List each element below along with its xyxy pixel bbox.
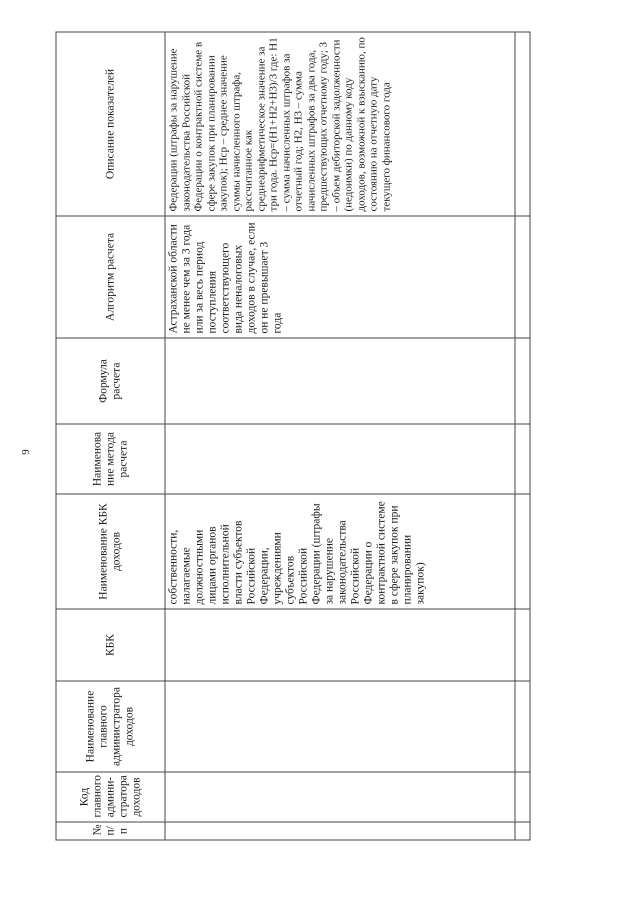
cell-method xyxy=(165,424,515,494)
cell-empty xyxy=(515,772,530,822)
header-kbk-name: Наименование КБК доходов xyxy=(56,494,165,609)
page-number: 9 xyxy=(20,449,32,455)
header-method-name: Наименова ние метода расчета xyxy=(56,424,165,494)
table-row-empty xyxy=(515,32,530,840)
header-algorithm: Алгоритм расчета xyxy=(56,216,165,338)
cell-formula xyxy=(165,338,515,424)
table-row xyxy=(165,32,515,840)
cell-kbk xyxy=(165,609,515,681)
header-number: № п/п xyxy=(56,822,165,840)
header-admin-code: Код главного админи-стратора доходов xyxy=(56,772,165,822)
header-kbk: КБК xyxy=(56,609,165,681)
cell-admin-code xyxy=(165,772,515,822)
header-formula: Формула расчета xyxy=(56,338,165,424)
cell-admin-name xyxy=(165,681,515,772)
cell-empty xyxy=(515,424,530,494)
cell-algorithm: Астраханской области не менее чем за 3 года или за весь период поступления соответствующего вида неналоговых доходов в случае, если он не превышает 3 года xyxy=(165,216,515,338)
cell-empty xyxy=(515,216,530,338)
cell-empty xyxy=(515,494,530,609)
cell-empty xyxy=(515,609,530,681)
cell-empty xyxy=(515,338,530,424)
cell-empty xyxy=(515,681,530,772)
cell-kbk-name: собственности, налагаемые должностными лицами органов исполнительной власти субъектов Российской Федерации, учреждениями субъектов Российской Федерации (штрафы за нарушение законодательства Российской Федерации о контрактной системе в сфере закупок при планировании закупок) xyxy=(165,494,515,609)
cell-description: Федерации (штрафы за нарушение законодательства Российской Федерации о контрактной системе в сфере закупок при планировании закупок); Нср – среднее значение суммы начисленного штрафа, рассчитанное как среднеарифметическое значение за три года. Нср=(Н1+Н2+Н3)/3 где: Н1 – сумма начисленных штрафов за отчетный год; Н2, Н3 – сумма начисленных штрафов за два года, предшествующих отчетному году; З – объем дебиторской задолженности (недоимки) по данному коду доходов, возможной к взысканию, по состоянию на отчетную дату текущего финансового года xyxy=(165,32,515,216)
header-description: Описание показателей xyxy=(56,32,165,216)
header-admin-name: Наименование главного администратора доходов xyxy=(56,681,165,772)
revenue-forecast-table xyxy=(55,31,530,840)
cell-empty xyxy=(515,32,530,216)
table-header-row xyxy=(56,32,165,840)
cell-empty xyxy=(515,822,530,840)
cell-number xyxy=(165,822,515,840)
rotated-table-container xyxy=(55,32,530,840)
